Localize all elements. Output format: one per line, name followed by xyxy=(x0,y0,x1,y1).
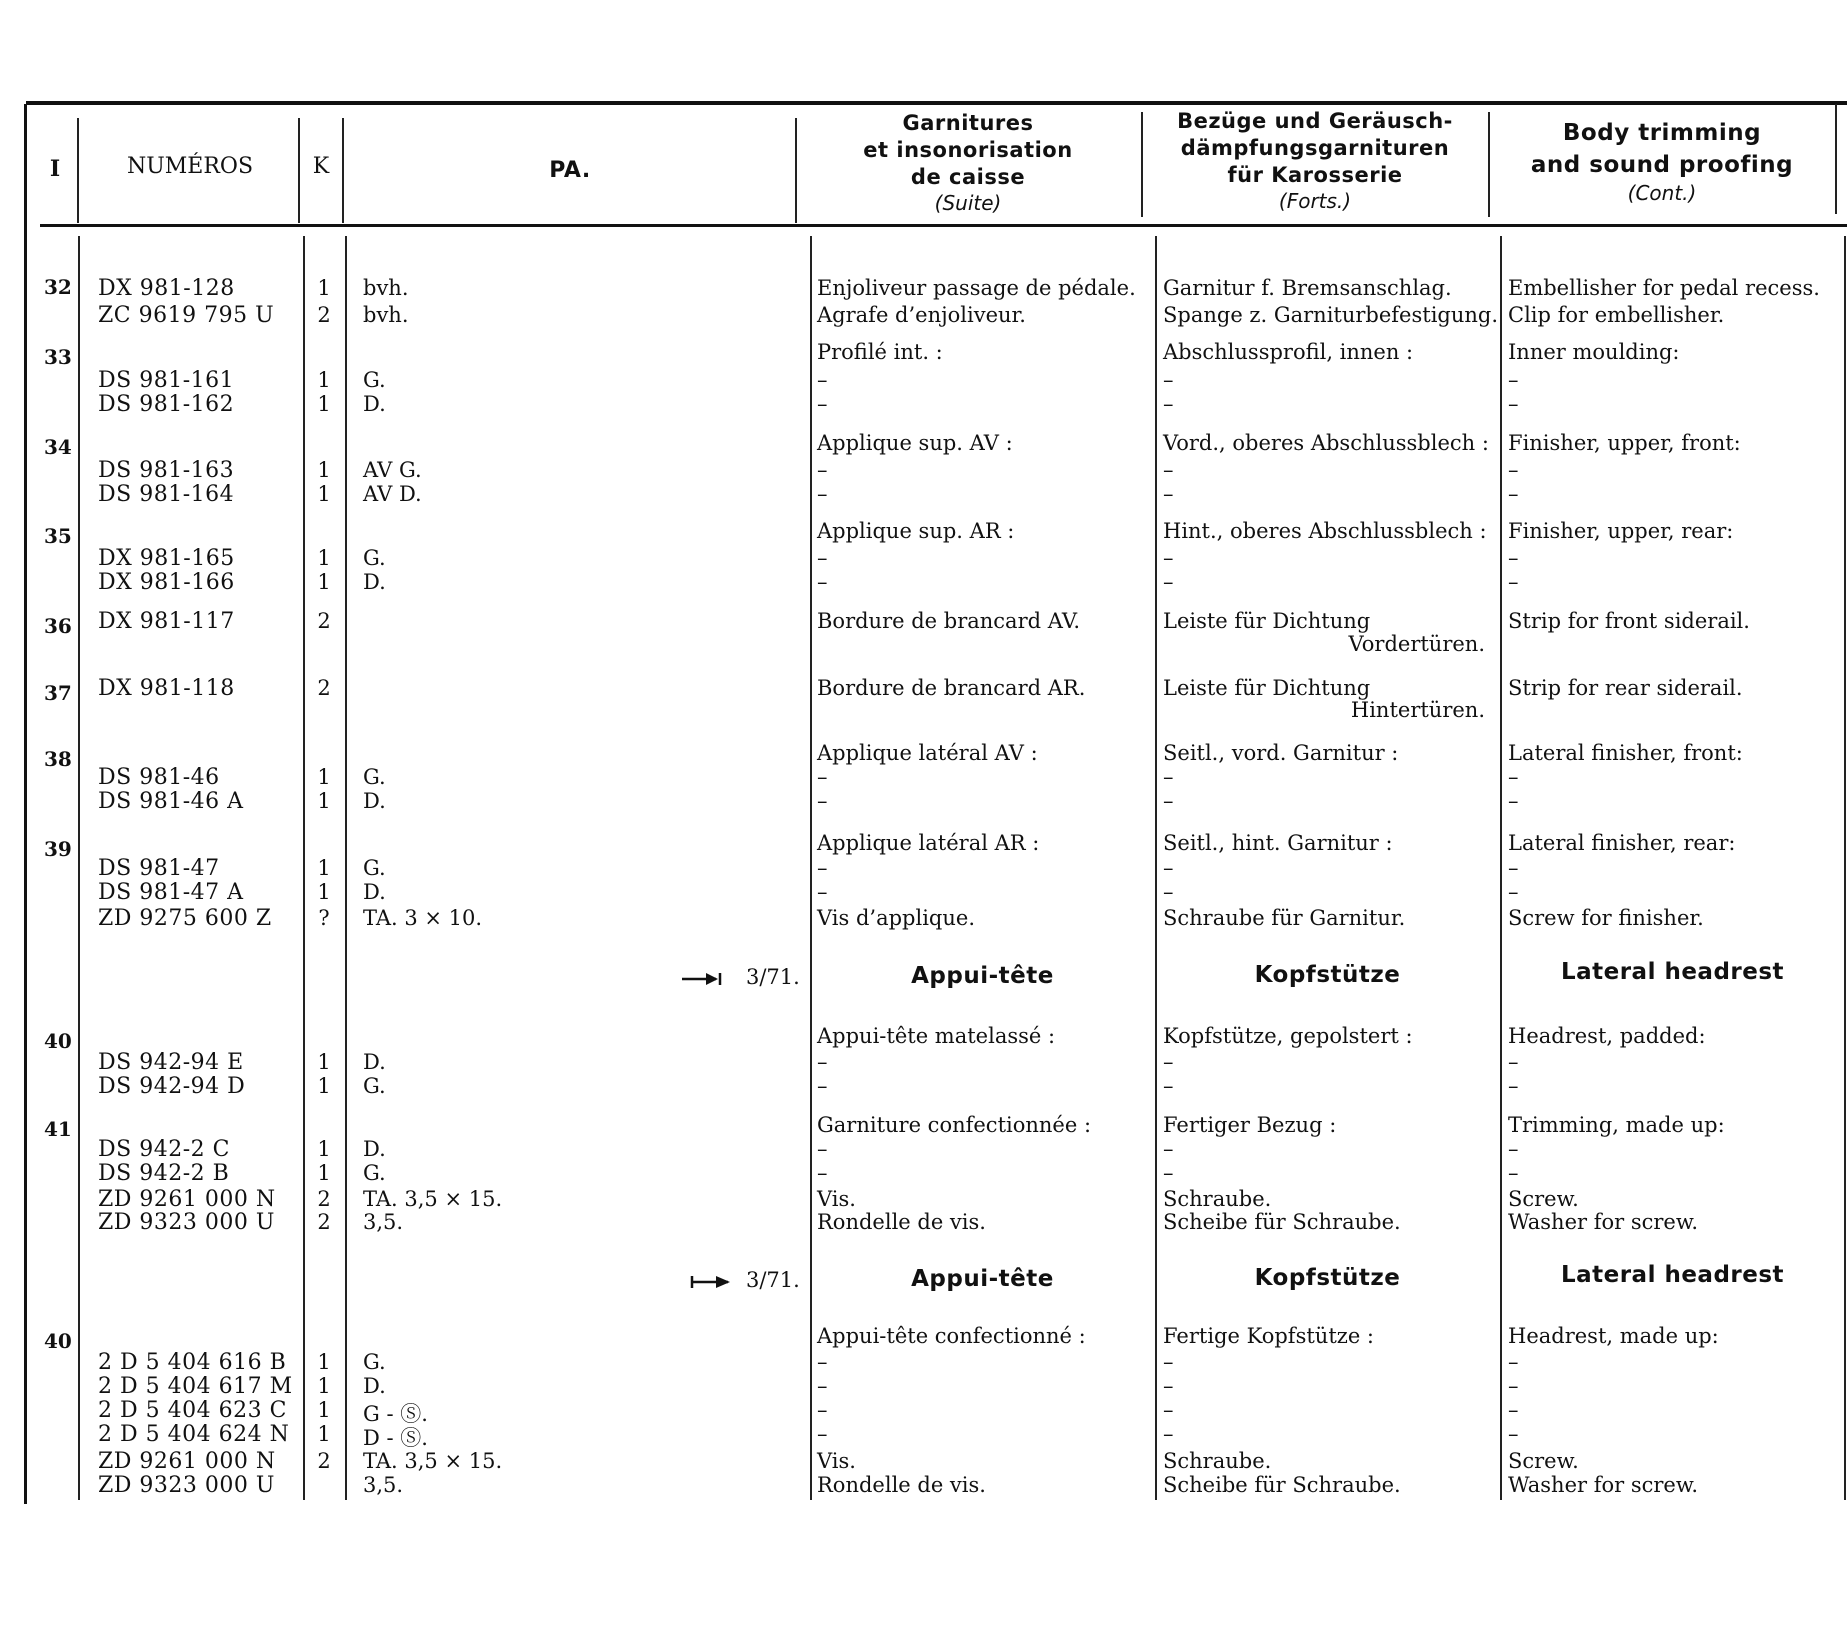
section-title-fr: Appui-tête xyxy=(911,963,1054,989)
description-de: – xyxy=(1163,1050,1174,1074)
description-fr: – xyxy=(817,458,828,482)
pa-remark: G. xyxy=(363,1074,386,1098)
description-fr: – xyxy=(817,789,828,813)
description-de: – xyxy=(1163,1161,1174,1185)
description-fr: Vis d’applique. xyxy=(817,906,975,930)
description-de-heading: Vord., oberes Abschlussblech : xyxy=(1163,431,1489,455)
description-de: – xyxy=(1163,789,1174,813)
pa-remark: TA. 3,5 × 15. xyxy=(363,1187,503,1211)
quantity: 1 xyxy=(317,368,331,392)
part-number: ZD 9323 000 U xyxy=(98,1210,275,1235)
part-number: DS 981-46 A xyxy=(98,789,244,814)
part-number: DS 981-46 xyxy=(98,765,220,790)
description-fr: – xyxy=(817,1137,828,1161)
description-fr: Vis. xyxy=(817,1187,856,1211)
description-de: – xyxy=(1163,546,1174,570)
item-number: 38 xyxy=(44,747,72,771)
part-number: 2 D 5 404 616 B xyxy=(98,1350,287,1375)
description-en: – xyxy=(1508,1398,1519,1422)
start-arrow-icon xyxy=(680,971,730,987)
quantity: 2 xyxy=(317,303,331,327)
pa-remark: TA. 3,5 × 15. xyxy=(363,1449,503,1473)
pa-remark: D. xyxy=(363,789,386,813)
description-de: – xyxy=(1163,856,1174,880)
header-divider xyxy=(1141,112,1143,217)
description-fr-heading: Applique latéral AV : xyxy=(817,741,1038,765)
description-en-heading: Lateral finisher, front: xyxy=(1508,741,1743,765)
description-de: – xyxy=(1163,880,1174,904)
quantity: 1 xyxy=(317,570,331,594)
description-de: – xyxy=(1163,1422,1174,1446)
header-german-line: für Karosserie xyxy=(1227,163,1403,187)
description-de: – xyxy=(1163,1374,1174,1398)
description-fr: – xyxy=(817,1374,828,1398)
quantity: 1 xyxy=(317,1374,331,1398)
description-en: Strip for front siderail. xyxy=(1508,609,1750,633)
description-en: – xyxy=(1508,880,1519,904)
description-fr: – xyxy=(817,1422,828,1446)
description-fr-heading: Appui-tête matelassé : xyxy=(817,1024,1056,1048)
item-number: 40 xyxy=(44,1329,72,1353)
description-en-heading: Inner moulding: xyxy=(1508,340,1680,364)
item-number: 34 xyxy=(44,435,72,459)
description-de: Garnitur f. Bremsanschlag. xyxy=(1163,276,1452,300)
description-fr-heading: Applique sup. AV : xyxy=(817,431,1013,455)
description-de: – xyxy=(1163,765,1174,789)
quantity: 1 xyxy=(317,1350,331,1374)
section-title-en: Lateral headrest xyxy=(1560,959,1785,985)
quantity: 2 xyxy=(317,676,331,700)
pa-remark: bvh. xyxy=(363,303,409,327)
description-en: Screw for finisher. xyxy=(1508,906,1704,930)
header-divider xyxy=(342,118,344,223)
pa-remark: D. xyxy=(363,1050,386,1074)
header-divider xyxy=(298,118,300,223)
description-de-heading: Seitl., hint. Garnitur : xyxy=(1163,831,1393,855)
quantity: 1 xyxy=(317,458,331,482)
part-number: DS 981-47 A xyxy=(98,880,244,905)
description-de: – xyxy=(1163,570,1174,594)
pa-remark: D. xyxy=(363,392,386,416)
quantity: 2 xyxy=(317,609,331,633)
item-number: 41 xyxy=(44,1117,72,1141)
pa-remark: AV G. xyxy=(363,458,422,482)
section-title-de: Kopfstütze xyxy=(1254,1265,1401,1291)
description-en: – xyxy=(1508,1350,1519,1374)
description-fr: Bordure de brancard AR. xyxy=(817,676,1086,700)
description-en: Washer for screw. xyxy=(1508,1473,1699,1497)
quantity: 2 xyxy=(317,1210,331,1234)
header-english xyxy=(1493,117,1831,205)
description-en: – xyxy=(1508,1074,1519,1098)
description-en: – xyxy=(1508,458,1519,482)
description-fr: – xyxy=(817,1350,828,1374)
column-divider xyxy=(1500,236,1502,1500)
left-rule xyxy=(24,104,27,1504)
description-fr-heading: Profilé int. : xyxy=(817,340,943,364)
item-number: 40 xyxy=(44,1029,72,1053)
quantity: 1 xyxy=(317,276,331,300)
pa-remark: G - Ⓢ. xyxy=(363,1402,428,1426)
header-french-sub: (Suite) xyxy=(934,191,1002,215)
pa-remark: G. xyxy=(363,856,386,880)
header-divider xyxy=(1835,104,1837,214)
header-german-line: dämpfungsgarnituren xyxy=(1180,136,1450,160)
header-german xyxy=(1146,108,1484,213)
description-fr-heading: Garniture confectionnée : xyxy=(817,1113,1092,1137)
description-en: – xyxy=(1508,1374,1519,1398)
column-divider xyxy=(345,236,347,1500)
description-en: – xyxy=(1508,570,1519,594)
description-en: – xyxy=(1508,368,1519,392)
header-french-line: et insonorisation xyxy=(863,138,1073,162)
description-de: – xyxy=(1163,1137,1174,1161)
quantity: 1 xyxy=(317,1398,331,1422)
description-fr: – xyxy=(817,482,828,506)
pa-remark: D. xyxy=(363,880,386,904)
header-rule xyxy=(40,224,1847,227)
part-number: DS 942-94 E xyxy=(98,1050,244,1075)
column-divider xyxy=(810,236,812,1500)
description-fr: – xyxy=(817,368,828,392)
quantity: ? xyxy=(318,906,330,930)
description-fr: – xyxy=(817,1050,828,1074)
quantity: 1 xyxy=(317,1422,331,1446)
header-english-sub: (Cont.) xyxy=(1627,181,1697,205)
header-french-line: de caisse xyxy=(910,165,1026,189)
part-number: DS 981-164 xyxy=(98,482,235,507)
pa-remark: AV D. xyxy=(363,482,422,506)
pa-remark: TA. 3 × 10. xyxy=(363,906,483,930)
description-fr: – xyxy=(817,570,828,594)
revision-date: 3/71. xyxy=(746,1268,800,1292)
description-fr: Rondelle de vis. xyxy=(817,1473,986,1497)
item-number: 33 xyxy=(44,345,72,369)
quantity: 2 xyxy=(317,1187,331,1211)
column-divider xyxy=(78,236,80,1500)
description-fr: – xyxy=(817,1398,828,1422)
part-number: DS 981-161 xyxy=(98,368,235,393)
part-number: ZD 9323 000 U xyxy=(98,1473,275,1498)
header-german-line: Bezüge und Geräusch- xyxy=(1177,109,1453,133)
header-col-pa: PA. xyxy=(549,158,591,183)
description-fr: Enjoliveur passage de pédale. xyxy=(817,276,1136,300)
description-en: Strip for rear siderail. xyxy=(1508,676,1743,700)
description-fr: – xyxy=(817,856,828,880)
part-number: ZD 9275 600 Z xyxy=(98,906,272,931)
quantity: 2 xyxy=(317,1449,331,1473)
pa-remark: D. xyxy=(363,1137,386,1161)
description-en: – xyxy=(1508,765,1519,789)
description-de: Scheibe für Schraube. xyxy=(1163,1210,1401,1234)
quantity: 1 xyxy=(317,1137,331,1161)
header-divider xyxy=(1488,112,1490,217)
description-en: Embellisher for pedal recess. xyxy=(1508,276,1820,300)
description-de: – xyxy=(1163,1074,1174,1098)
description-de: – xyxy=(1163,392,1174,416)
quantity: 1 xyxy=(317,1074,331,1098)
item-number: 35 xyxy=(44,524,72,548)
description-de-heading: Hint., oberes Abschlussblech : xyxy=(1163,519,1487,543)
description-fr: – xyxy=(817,765,828,789)
description-fr: – xyxy=(817,392,828,416)
description-en: – xyxy=(1508,1161,1519,1185)
part-number: DS 942-2 C xyxy=(98,1137,230,1162)
quantity: 1 xyxy=(317,546,331,570)
header-french xyxy=(800,110,1136,215)
pa-remark: G. xyxy=(363,546,386,570)
part-number: 2 D 5 404 617 M xyxy=(98,1374,293,1399)
description-en-heading: Finisher, upper, front: xyxy=(1508,431,1741,455)
description-en: – xyxy=(1508,546,1519,570)
description-de: – xyxy=(1163,368,1174,392)
pa-remark: G. xyxy=(363,765,386,789)
description-de-heading: Fertiger Bezug : xyxy=(1163,1113,1337,1137)
quantity: 1 xyxy=(317,1161,331,1185)
description-fr: – xyxy=(817,1161,828,1185)
description-de-cont: Hintertüren. xyxy=(1350,698,1485,722)
section-title-en: Lateral headrest xyxy=(1560,1262,1785,1288)
pa-remark: 3,5. xyxy=(363,1473,404,1497)
description-en: – xyxy=(1508,482,1519,506)
section-title-de: Kopfstütze xyxy=(1254,962,1401,988)
header-col-numeros: NUMÉROS xyxy=(126,154,254,179)
column-divider xyxy=(1155,236,1157,1500)
pa-remark: G. xyxy=(363,368,386,392)
description-fr: Agrafe d’enjoliveur. xyxy=(817,303,1026,327)
header-german-sub: (Forts.) xyxy=(1278,189,1352,213)
description-en-heading: Trimming, made up: xyxy=(1508,1113,1725,1137)
part-number: DX 981-128 xyxy=(98,276,235,301)
part-number: ZD 9261 000 N xyxy=(98,1449,276,1474)
pa-remark: D. xyxy=(363,570,386,594)
description-de: – xyxy=(1163,458,1174,482)
header-french-line: Garnitures xyxy=(902,111,1034,135)
description-de: Schraube für Garnitur. xyxy=(1163,906,1406,930)
description-de: Schraube. xyxy=(1163,1449,1272,1473)
description-fr: – xyxy=(817,546,828,570)
header-english-line: Body trimming xyxy=(1562,120,1762,146)
quantity: 1 xyxy=(317,856,331,880)
description-en: – xyxy=(1508,392,1519,416)
description-de: – xyxy=(1163,1350,1174,1374)
header-english-line: and sound proofing xyxy=(1530,152,1794,178)
description-en-heading: Lateral finisher, rear: xyxy=(1508,831,1736,855)
part-number: DS 942-2 B xyxy=(98,1161,230,1186)
header-col-k: K xyxy=(312,154,330,179)
description-de: Leiste für Dichtung xyxy=(1163,676,1371,700)
part-number: DX 981-165 xyxy=(98,546,235,571)
column-divider xyxy=(1844,236,1846,1500)
description-en: Clip for embellisher. xyxy=(1508,303,1725,327)
description-de-heading: Fertige Kopfstütze : xyxy=(1163,1324,1374,1348)
description-fr: Rondelle de vis. xyxy=(817,1210,986,1234)
item-number: 39 xyxy=(44,837,72,861)
item-number: 37 xyxy=(44,681,72,705)
description-en: – xyxy=(1508,1137,1519,1161)
pa-remark: D. xyxy=(363,1374,386,1398)
part-number: ZD 9261 000 N xyxy=(98,1187,276,1212)
description-en-heading: Headrest, made up: xyxy=(1508,1324,1719,1348)
part-number: DS 981-162 xyxy=(98,392,235,417)
description-de-heading: Kopfstütze, gepolstert : xyxy=(1163,1024,1413,1048)
quantity: 1 xyxy=(317,1050,331,1074)
description-fr: – xyxy=(817,880,828,904)
description-en: – xyxy=(1508,1050,1519,1074)
description-en: – xyxy=(1508,1422,1519,1446)
part-number: 2 D 5 404 623 C xyxy=(98,1398,287,1423)
pa-remark: G. xyxy=(363,1161,386,1185)
description-de: – xyxy=(1163,1398,1174,1422)
item-number: 32 xyxy=(44,275,72,299)
description-de: Scheibe für Schraube. xyxy=(1163,1473,1401,1497)
description-fr-heading: Applique sup. AR : xyxy=(817,519,1015,543)
quantity: 1 xyxy=(317,392,331,416)
quantity: 1 xyxy=(317,880,331,904)
pa-remark: 3,5. xyxy=(363,1210,404,1234)
part-number: 2 D 5 404 624 N xyxy=(98,1422,290,1447)
description-de-heading: Seitl., vord. Garnitur : xyxy=(1163,741,1399,765)
column-divider xyxy=(303,236,305,1500)
quantity: 1 xyxy=(317,765,331,789)
part-number: DX 981-118 xyxy=(98,676,235,701)
top-rule xyxy=(26,101,1847,105)
part-number: DS 981-163 xyxy=(98,458,235,483)
description-de: Leiste für Dichtung xyxy=(1163,609,1371,633)
item-number: 36 xyxy=(44,614,72,638)
header-divider xyxy=(77,118,79,223)
header-divider xyxy=(795,118,797,223)
part-number: ZC 9619 795 U xyxy=(98,303,275,328)
description-en: – xyxy=(1508,856,1519,880)
description-en: Screw. xyxy=(1508,1187,1579,1211)
part-number: DX 981-117 xyxy=(98,609,235,634)
description-en-heading: Headrest, padded: xyxy=(1508,1024,1706,1048)
header-col-i: I xyxy=(49,156,61,182)
description-fr-heading: Appui-tête confectionné : xyxy=(817,1324,1086,1348)
quantity: 1 xyxy=(317,789,331,813)
pa-remark: G. xyxy=(363,1350,386,1374)
pa-remark: bvh. xyxy=(363,276,409,300)
description-de-heading: Abschlussprofil, innen : xyxy=(1163,340,1414,364)
description-de: Schraube. xyxy=(1163,1187,1272,1211)
description-fr: – xyxy=(817,1074,828,1098)
description-en-heading: Finisher, upper, rear: xyxy=(1508,519,1734,543)
pa-remark: D - Ⓢ. xyxy=(363,1426,428,1450)
part-number: DS 942-94 D xyxy=(98,1074,246,1099)
part-number: DX 981-166 xyxy=(98,570,235,595)
description-de: Spange z. Garniturbefestigung. xyxy=(1163,303,1499,327)
end-arrow-icon xyxy=(688,1274,738,1290)
section-title-fr: Appui-tête xyxy=(911,1266,1054,1292)
description-en: Washer for screw. xyxy=(1508,1210,1699,1234)
quantity: 1 xyxy=(317,482,331,506)
description-fr: Bordure de brancard AV. xyxy=(817,609,1081,633)
part-number: DS 981-47 xyxy=(98,856,220,881)
revision-date: 3/71. xyxy=(746,965,800,989)
description-de: – xyxy=(1163,482,1174,506)
description-fr: Vis. xyxy=(817,1449,856,1473)
description-de-cont: Vordertüren. xyxy=(1348,632,1485,656)
description-en: Screw. xyxy=(1508,1449,1579,1473)
description-fr-heading: Applique latéral AR : xyxy=(817,831,1040,855)
description-en: – xyxy=(1508,789,1519,813)
